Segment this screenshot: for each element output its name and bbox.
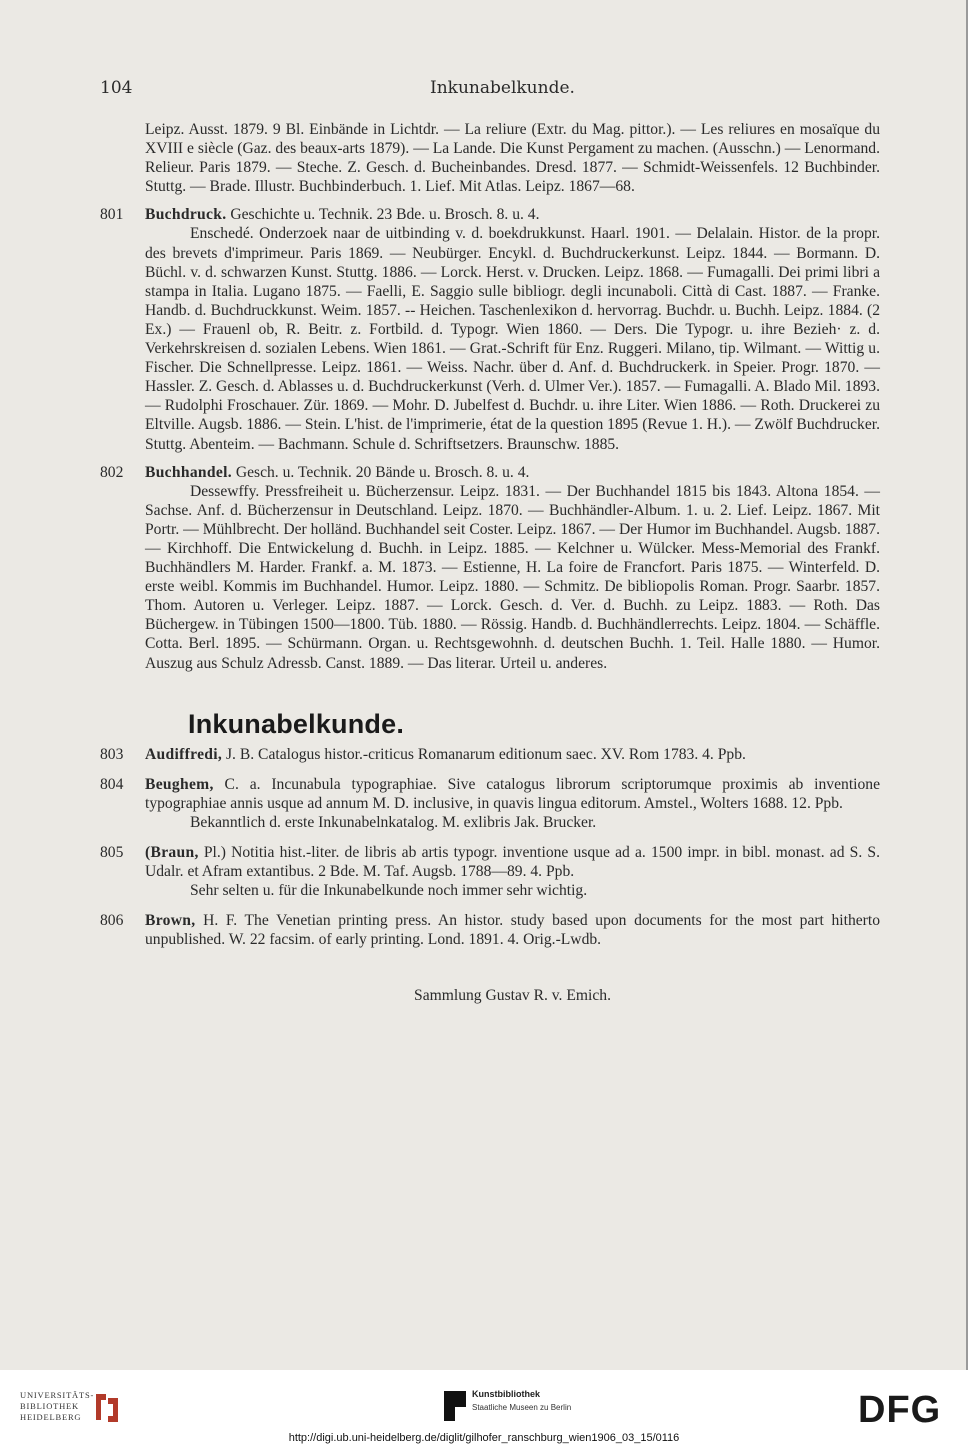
permalink-url[interactable]: http://digi.ub.uni-heidelberg.de/diglit/gilhofer_ranschburg_wien1906_03_15/0116: [288, 1432, 680, 1444]
entry-heading: [145, 745, 880, 764]
entry-heading-rest: Pl.) Notitia hist.-liter. de libris ab artis typogr. inventione usque ad a. 1500 impr. in bibl. monast. ad S. S. Udalr. et Afram extantibus. 2 Bde. M. Taf. Augsb. 1788—89. 4. Ppb.: [145, 844, 880, 881]
kunstbibliothek-mark-icon: [444, 1391, 466, 1421]
uni-text-line: BIBLIOTHEK: [20, 1401, 79, 1411]
kunstbibliothek-subtitle: Staatliche Museen zu Berlin: [472, 1403, 572, 1412]
entry-number: 802: [100, 463, 124, 481]
entry-heading-bold: Beughem,: [145, 775, 214, 793]
entry-number: 803: [100, 745, 124, 763]
entry-heading-rest: H. F. The Venetian printing press. An histor. study based upon documents for the most part hitherto unpublished. W. 22 facsim. of early printing. Lond. 1891. 4. Orig.-Lwdb.: [145, 912, 880, 949]
heidelberg-emblem-icon: [92, 1390, 122, 1426]
running-title: Inkunabelkunde.: [430, 78, 575, 98]
entry-number: 805: [100, 844, 124, 862]
entry-number: 806: [100, 912, 124, 930]
kunstbibliothek-title: Kunstbibliothek: [472, 1389, 540, 1399]
entry-heading-bold: Audiffredi,: [145, 745, 223, 763]
entry-heading: [145, 775, 880, 813]
catalog-entry-805: [100, 843, 880, 900]
entry-heading-rest: Geschichte u. Technik. 23 Bde. u. Brosch. 8. u. 4.: [226, 206, 540, 224]
entry-heading-rest: J. B. Catalogus histor.-criticus Romanarum editionum saec. XV. Rom 1783. 4. Ppb.: [222, 745, 746, 763]
entry-heading-bold: Brown,: [145, 912, 196, 930]
intro-paragraph: Leipz. Ausst. 1879. 9 Bl. Einbände in Lichtdr. — La reliure (Extr. du Mag. pittor.). — Les reliures en mosaïque du XVIII e siècle (Gaz. des beaux-arts 1879). — La Lande. Die Kunst Pergament zu machen. (Ausschn.) — Lenormand. Relieur. Paris 1879. — Steche. Z. Gesch. d. Bucheinbandes. Dresd. 1877. — Schmidt-Weissenfels. 12 Buchbinder. Stuttg. — Brade. Illustr. Buchbinderbuch. 1. Lief. Mit Atlas. Leipz. 1867—68.: [145, 121, 880, 196]
catalog-entry-803: [100, 745, 880, 764]
entry-heading-rest: Gesch. u. Technik. 20 Bände u. Brosch. 8. u. 4.: [231, 463, 530, 481]
heidelberg-library-logo[interactable]: [20, 1390, 140, 1430]
page-body: [100, 120, 880, 1005]
entry-text: Dessewffy. Pressfreiheit u. Bücherzensur. Leipz. 1831. — Der Buchhandel 1815 bis 1843. Altona 1854. — Sachse. Anf. d. Bücherzensur in Deutschland. Leipz. 1870. — Buchhändler-Album. 1. u. 2. Lief. Leipz. 1867. Mit Portr. — Mühlbrecht. Der holländ. Buchhandel seit Coster. Leipz. 1867. — Der Humor im Buchhandel. Augsb. 1887. — Kirchhoff. Die Entwickelung d. Buchh. in Leipz. 1885. — Kelchner u. Wülcker. Mess-Memorial des Frankf. Buchhändlers M. Harder. Frankf. a. M. 1873. — Estienne, H. La foire de Francfort. Paris 1875. — Winterfeld. D. erste weibl. Kommis im Buchhandel. Humor. Leipz. 1880. — Schmitz. De bibliopolis Roman. Progr. Saarbr. 1857. Thom. Autoren u. Verleger. Leipz. 1887. — Lorck. Gesch. d. Ver. d. Buchh. zu Leipz. 1883. — Roth. Das Büchergew. in Tübingen 1500—1800. Tüb. 1880. — Rössig. Handb. d. Buchhändlerrechts. Leipz. 1804. — Schäffle. Cotta. Berl. 1895. — Schürmann. Organ. u. Rechtsgewohnh. d. deutschen Buchh. 1. Teil. Halle 1880. — Humor. Auszug aus Schulz Adressb. Canst. 1889. — Das literar. Urteil u. anderes.: [145, 482, 880, 672]
heidelberg-library-text: [20, 1390, 94, 1423]
entry-heading: [145, 205, 880, 224]
collection-footer: Sammlung Gustav R. v. Emich.: [414, 986, 611, 1004]
entry-heading-bold: Buchhandel.: [145, 463, 232, 481]
entry-number: 804: [100, 775, 124, 793]
entry-note: Bekanntlich d. erste Inkunabelnkatalog. M. exlibris Jak. Brucker.: [190, 814, 597, 831]
entry-heading-rest: C. a. Incunabula typographiae. Sive catalogus librorum scriptorumque proximis ab inventione typographiae annis usque ad annum M. D. inclusive, in quavis lingua editorum. Amstel., Wolters 1688. 12. Ppb.: [145, 775, 880, 812]
entry-text: Enschedé. Onderzoek naar de uitbinding v. d. boekdrukkunst. Haarl. 1901. — Delalain. Histor. de la propr. des brevets d'imprimeur. Paris 1869. — Neubürger. Encykl. d. Buchdruckerkunst. Leipz. 1844. — Bormann. D. Büchl. v. d. schwarzen Kunst. Stuttg. 1886. — Lorck. Herst. v. Drucken. Leipz. 1868. — Fumagalli. Dei primi libri a stampa in Italia. Lugano 1875. — Faelli, E. Saggio sulle bibliogr. degli incunaboli. Città di Cast. 1887. — Franke. Handb. d. Buchdruckkunst. Weim. 1857. -- Heichen. Taschenlexikon d. hervorrag. Buchdr. u. Buchh. Leipz. 1884. (2 Ex.) — Frauenl ob, R. Beitr. z. Fortbild. d. Typogr. Wien 1860. — Ders. Die Typogr. u. ihre Bezieh· z. d. Verkehrskreisen d. sozialen Lebens. Wien 1861. — Grat.-Schrift für Enz. Ruggeri. Milano, tip. Wilmant. — Wittig u. Fischer. Die Schnellpresse. Leipz. 1861. — Weiss. Nachr. über d. Anf. d. Buchdruckerk. in Speier. Progr. 1870. — Hassler. Z. Gesch. d. Ablasses u. d. Buchdruckerkunst (Verh. d. Ulmer Ver.). 1857. — Fumagalli. A. Blado Mil. 1893. — Rudolphi Froschauer. Zür. 1869. — Mohr. D. Jubelfest d. Buchdr. u. ihre Liter. Wien 1886. — Roth. Druckerei zu Eltville. Augsb. 1886. — Stein. L'hist. de l'imprimerie, état de la question 1895 (Revue 1. H.). — Zwölf Buchdrucker. Stuttg. Abenteim. — Bachmann. Schule d. Schriftsetzers. Braunschw. 1885.: [145, 225, 880, 453]
catalog-entry-802: [100, 463, 880, 673]
entry-heading: [145, 911, 880, 949]
section-title: Inkunabelkunde.: [188, 708, 405, 739]
uni-text-line: HEIDELBERG: [20, 1412, 82, 1422]
entry-heading-bold: (Braun,: [145, 844, 199, 862]
catalog-entry-804: [100, 775, 880, 832]
catalog-entry-806: [100, 911, 880, 949]
catalog-entry-801: [100, 205, 880, 453]
entry-heading: [145, 463, 880, 482]
page-number: 104: [100, 78, 133, 98]
entry-number: 801: [100, 206, 124, 224]
entry-note: Sehr selten u. für die Inkunabelkunde noch immer sehr wichtig.: [190, 882, 588, 900]
entry-heading-bold: Buchdruck.: [145, 206, 227, 224]
page-header: [100, 78, 880, 106]
uni-text-line: UNIVERSITÄTS-: [20, 1390, 95, 1400]
dfg-logo[interactable]: DFG: [858, 1389, 942, 1431]
viewer-footer-bar: [0, 1370, 968, 1448]
entry-heading: [145, 843, 880, 881]
kunstbibliothek-logo[interactable]: [444, 1387, 624, 1427]
